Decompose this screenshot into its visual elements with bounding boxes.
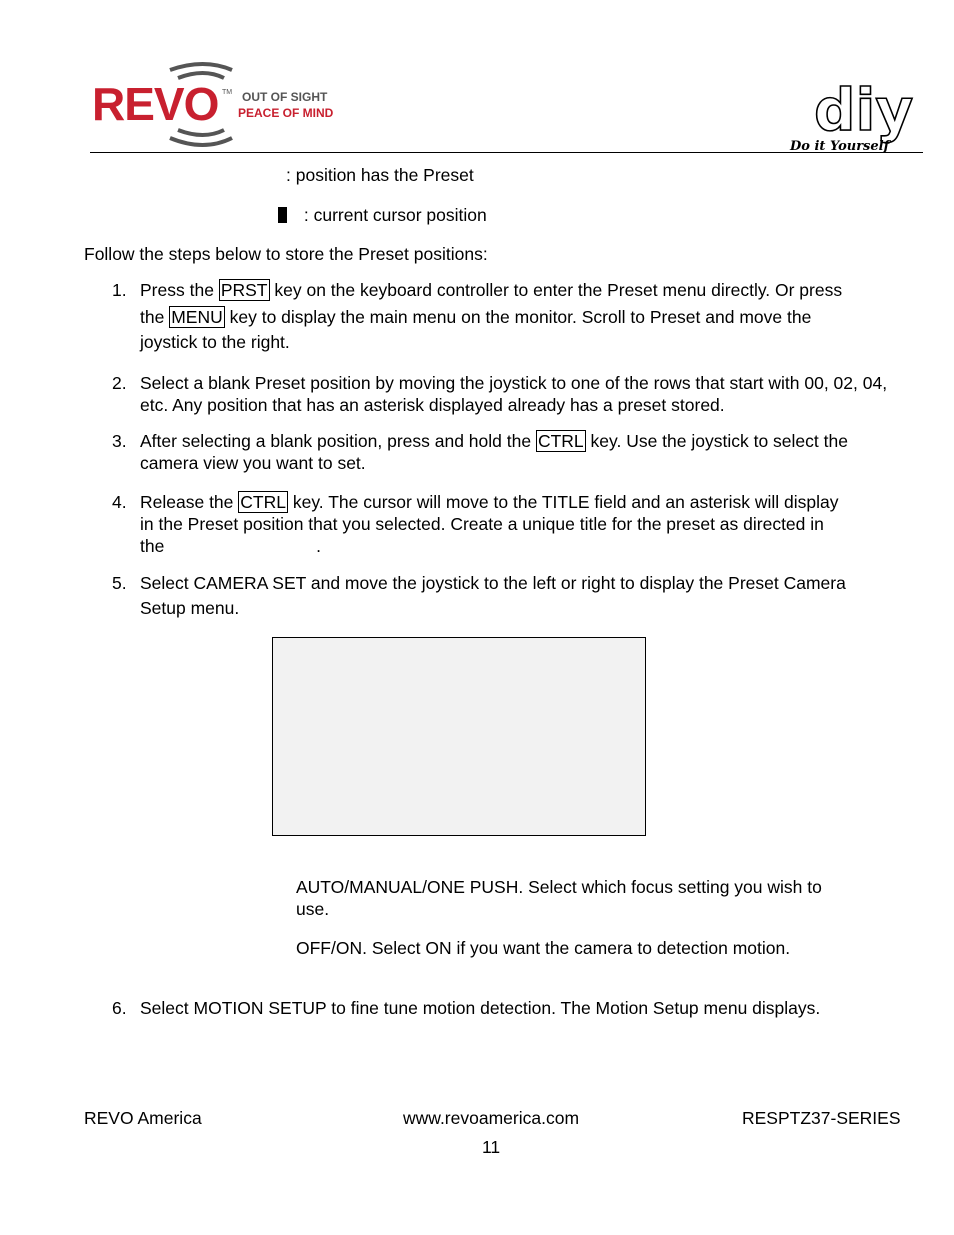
step-text: the	[140, 536, 165, 556]
logo-arc-bottom-outer	[170, 138, 232, 145]
logo-arc-top-outer	[170, 64, 232, 70]
step-number: 6.	[112, 998, 127, 1018]
header-divider	[90, 152, 923, 153]
legend-cursor	[278, 204, 487, 226]
legend-cursor-text: : current cursor position	[303, 205, 487, 225]
step-number: 2.	[112, 373, 127, 393]
step-text: the	[140, 307, 165, 327]
legend-asterisk-text: : position has the Preset	[286, 165, 474, 185]
step-text: Press the	[140, 280, 214, 300]
cursor-block-icon	[278, 207, 287, 223]
focus-desc-line-2: use.	[296, 899, 330, 919]
step-text: key to display the main menu on the monitor. Scroll to Preset and move the	[229, 307, 812, 327]
step-5-line-1: Select CAMERA SET and move the joystick to the left or right to display the Preset Camera	[140, 573, 846, 593]
step-number: 1.	[112, 280, 127, 300]
step-1-line-1	[140, 279, 910, 306]
diy-logo-script: Do it Yourself	[790, 139, 890, 154]
ctrl-key-label: CTRL	[537, 431, 584, 451]
step-2-text: Select a blank Preset position by moving the joystick to one of the rows that start with 00, 02, 04, etc. Any position that has an asterisk displayed already has a preset stored.	[140, 373, 888, 415]
footer-company: REVO America	[84, 1108, 202, 1128]
footer-website: www.revoamerica.com	[403, 1108, 580, 1128]
logo-brand-text: REVO	[92, 78, 219, 130]
ctrl-key-label: CTRL	[240, 492, 286, 512]
step-4-line-3	[140, 535, 910, 557]
step-3-line-2: camera view you want to set.	[140, 453, 366, 473]
menu-key-label: MENU	[171, 307, 223, 327]
step-text: key on the keyboard controller to enter the Preset menu directly. Or press	[274, 280, 843, 300]
step-6-text: Select MOTION SETUP to fine tune motion detection. The Motion Setup menu displays.	[140, 998, 821, 1018]
step-1-line-3: joystick to the right.	[140, 332, 290, 352]
step-4-line-1	[140, 491, 910, 513]
step-number: 3.	[112, 431, 127, 451]
diy-logo-word: diy	[814, 76, 914, 144]
logo-arc-bottom-inner	[178, 130, 224, 135]
intro-text: Follow the steps below to store the Preset positions:	[84, 244, 488, 264]
step-3-line-1	[140, 430, 910, 452]
step-text: key. The cursor will move to the TITLE field and an asterisk will display	[292, 492, 839, 512]
logo-tm: TM	[222, 89, 233, 96]
step-number: 4.	[112, 492, 127, 512]
motion-setting-desc: OFF/ON. Select ON if you want the camera to detection motion.	[296, 938, 791, 958]
diy-logo	[786, 76, 926, 154]
prst-key-label: PRST	[220, 280, 268, 300]
page-number: 11	[482, 1137, 501, 1157]
step-5-line-2: Setup menu.	[140, 598, 240, 618]
logo-tagline-1: OUT OF SIGHT	[242, 90, 328, 104]
focus-desc-line-1: AUTO/MANUAL/ONE PUSH. Select which focus setting you wish to	[296, 877, 822, 897]
step-text: Release the	[140, 492, 234, 512]
step-text: After selecting a blank position, press and hold the	[140, 431, 532, 451]
step-text: key. Use the joystick to select the	[590, 431, 848, 451]
step-text: .	[316, 536, 321, 556]
legend-asterisk	[286, 164, 474, 186]
step-number: 5.	[112, 573, 127, 593]
revo-logo	[92, 60, 350, 150]
footer-model: RESPTZ37-SERIES	[742, 1108, 901, 1128]
logo-tagline-2: PEACE OF MIND	[238, 106, 334, 120]
step-4-line-2: in the Preset position that you selected. Create a unique title for the preset as directed in	[140, 514, 824, 534]
preset-camera-setup-menu-image	[272, 637, 646, 836]
focus-setting-desc	[296, 876, 896, 920]
step-1-line-2	[140, 306, 910, 331]
